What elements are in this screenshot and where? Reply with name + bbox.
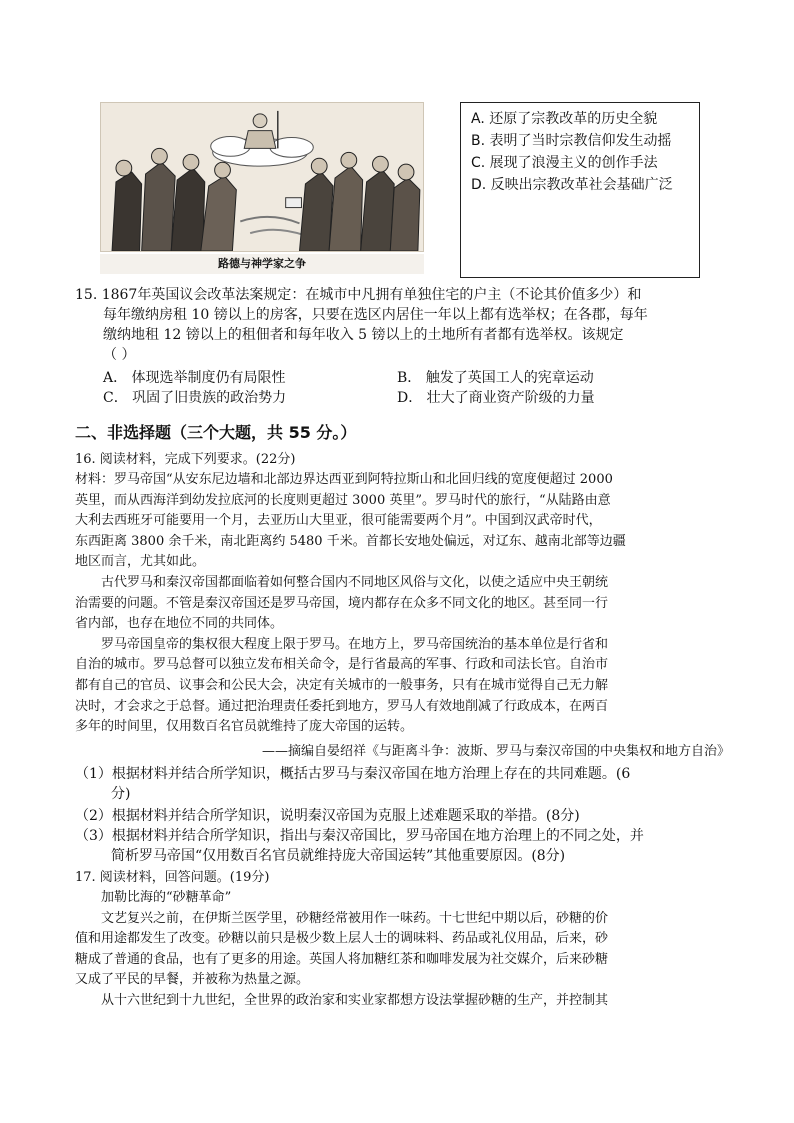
q14-option-d[interactable]: D. 反映出宗教改革社会基础广泛 bbox=[471, 177, 673, 193]
q16-sub-question-1 bbox=[75, 764, 630, 804]
q14-option-a[interactable]: A. 还原了宗教改革的历史全貌 bbox=[471, 111, 658, 127]
q16-sub-question-3 bbox=[75, 826, 644, 866]
q17-para2-line: 从十六世纪到十九世纪，全世界的政治家和实业家都想方设法掌握砂糖的生产，并控制其 bbox=[101, 992, 609, 1008]
q17-para1-line: 文艺复兴之前，在伊斯兰医学里，砂糖经常被用作一味药。十七世纪中期以后，砂糖的价 bbox=[101, 910, 609, 926]
q16-para2-line: 省内部，也存在地位不同的共同体。 bbox=[75, 616, 284, 632]
q16-sub3-text: （3）根据材料并结合所学知识，指出与秦汉帝国比，罗马帝国在地方治理上的不同之处，并 bbox=[75, 828, 644, 844]
q17-para1-line: 又成了平民的早餐，并被称为热量之源。 bbox=[75, 972, 310, 988]
q15-option-c[interactable]: C． 巩固了旧贵族的政治势力 bbox=[103, 390, 287, 406]
question-15 bbox=[75, 285, 735, 365]
q16-para3-line: 决时，才会求之于总督。通过把治理责任委托到地方，罗马人有效地削减了行政成本，在两百 bbox=[75, 698, 609, 714]
figure-caption: 路德与神学家之争 bbox=[100, 254, 424, 274]
q14-option-c[interactable]: C. 展现了浪漫主义的创作手法 bbox=[471, 155, 658, 171]
q16-lead: 16. 阅读材料，完成下列要求。(22分) bbox=[75, 452, 296, 467]
q15-option-b[interactable]: B． 触发了英国工人的宪章运动 bbox=[397, 370, 594, 386]
q14-options-box bbox=[460, 102, 700, 278]
q15-line-3: 缴纳地租 12 镑以上的租佃者和每年收入 5 镑以上的土地所有者都有选举权。该规定 bbox=[103, 327, 624, 343]
q14-option-b[interactable]: B. 表明了当时宗教信仰发生动摇 bbox=[471, 133, 672, 149]
q15-answer-blank: （ ） bbox=[103, 347, 136, 363]
q15-option-a[interactable]: A． 体现选举制度仍有局限性 bbox=[103, 370, 286, 386]
q16-sub3-cont: 简析罗马帝国“仅用数百名官员就维持庞大帝国运转”其他重要原因。(8分) bbox=[111, 848, 566, 864]
q16-sub-question-2: （2）根据材料并结合所学知识，说明秦汉帝国为克服上述难题采取的举措。(8分) bbox=[75, 808, 580, 824]
q17-para1-line: 值和用途都发生了改变。砂糖以前只是极少数上层人士的调味料、药品或礼仪用品，后来，砂 bbox=[75, 931, 609, 947]
q15-line-1: 15. 1867年英国议会改革法案规定：在城市中凡拥有单独住宅的户主（不论其价值多少）和 bbox=[75, 287, 642, 303]
q16-material bbox=[75, 470, 725, 738]
q17-subtitle: 加勒比海的“砂糖革命” bbox=[101, 890, 232, 905]
q16-para2-line: 治需要的问题。不管是秦汉帝国还是罗马帝国，境内都存在众多不同文化的地区。甚至同一行 bbox=[75, 595, 609, 611]
engraving-figure bbox=[100, 102, 424, 274]
q16-material-line: 大利去西班牙可能要用一个月，去亚历山大里亚，很可能需要两个月”。中国到汉武帝时代， bbox=[75, 513, 602, 529]
q16-material-line: 东西距离 3800 余千米，南北距离约 5480 千米。首都长安地处偏远，对辽东、越南北部等边疆 bbox=[75, 533, 626, 549]
q16-source: ——摘编自晏绍祥《与距离斗争：波斯、罗马与秦汉帝国的中央集权和地方自治》 bbox=[261, 744, 730, 759]
q17-lead: 17. 阅读材料，回答问题。(19分) bbox=[75, 870, 270, 885]
q16-material-line: 地区而言，尤其如此。 bbox=[75, 554, 206, 570]
engraving-illustration bbox=[101, 103, 423, 251]
q17-para1-line: 糖成了普通的食品，也有了更多的用途。英国人将加糖红茶和咖啡发展为社交媒介，后来砂糖 bbox=[75, 951, 609, 967]
q16-para3-line: 多年的时间里，仅用数百名官员就维持了庞大帝国的运转。 bbox=[75, 719, 414, 735]
q15-line-2: 每年缴纳房租 10 镑以上的房客，只要在选区内居住一年以上都有选举权；在各郡，每年 bbox=[103, 307, 648, 323]
q17-material bbox=[75, 888, 725, 1012]
q16-sub1-cont: 分) bbox=[111, 786, 131, 802]
q16-material-line: 材料：罗马帝国“从安东尼边墙和北部边界达西亚到阿特拉斯山和北回归线的宽度便超过 2000 bbox=[75, 472, 613, 487]
q16-para3-line: 自治的城市。罗马总督可以独立发布相关命令，是行省最高的军事、行政和司法长官。自治市 bbox=[75, 657, 609, 673]
q16-para3-line: 罗马帝国皇帝的集权很大程度上限于罗马。在地方上，罗马帝国统治的基本单位是行省和 bbox=[101, 636, 609, 652]
q16-para2-line: 古代罗马和秦汉帝国都面临着如何整合国内不同地区风俗与文化，以使之适应中央王朝统 bbox=[101, 574, 609, 590]
q16-material-line: 英里，而从西海洋到幼发拉底河的长度则更超过 3000 英里”。罗马时代的旅行，“从陆路由意 bbox=[75, 492, 611, 508]
q16-para3-line: 都有自己的官员、议事会和公民大会，决定有关城市的一般事务，只有在城市觉得自己无力解 bbox=[75, 677, 609, 693]
q15-option-d[interactable]: D． 壮大了商业资产阶级的力量 bbox=[397, 390, 595, 406]
luther-debate-engraving bbox=[100, 102, 424, 252]
q16-sub1-text: （1）根据材料并结合所学知识，概括古罗马与秦汉帝国在地方治理上存在的共同难题。(6 bbox=[75, 766, 631, 782]
section-2-title: 二、非选择题（三个大题，共 55 分。） bbox=[75, 423, 357, 442]
